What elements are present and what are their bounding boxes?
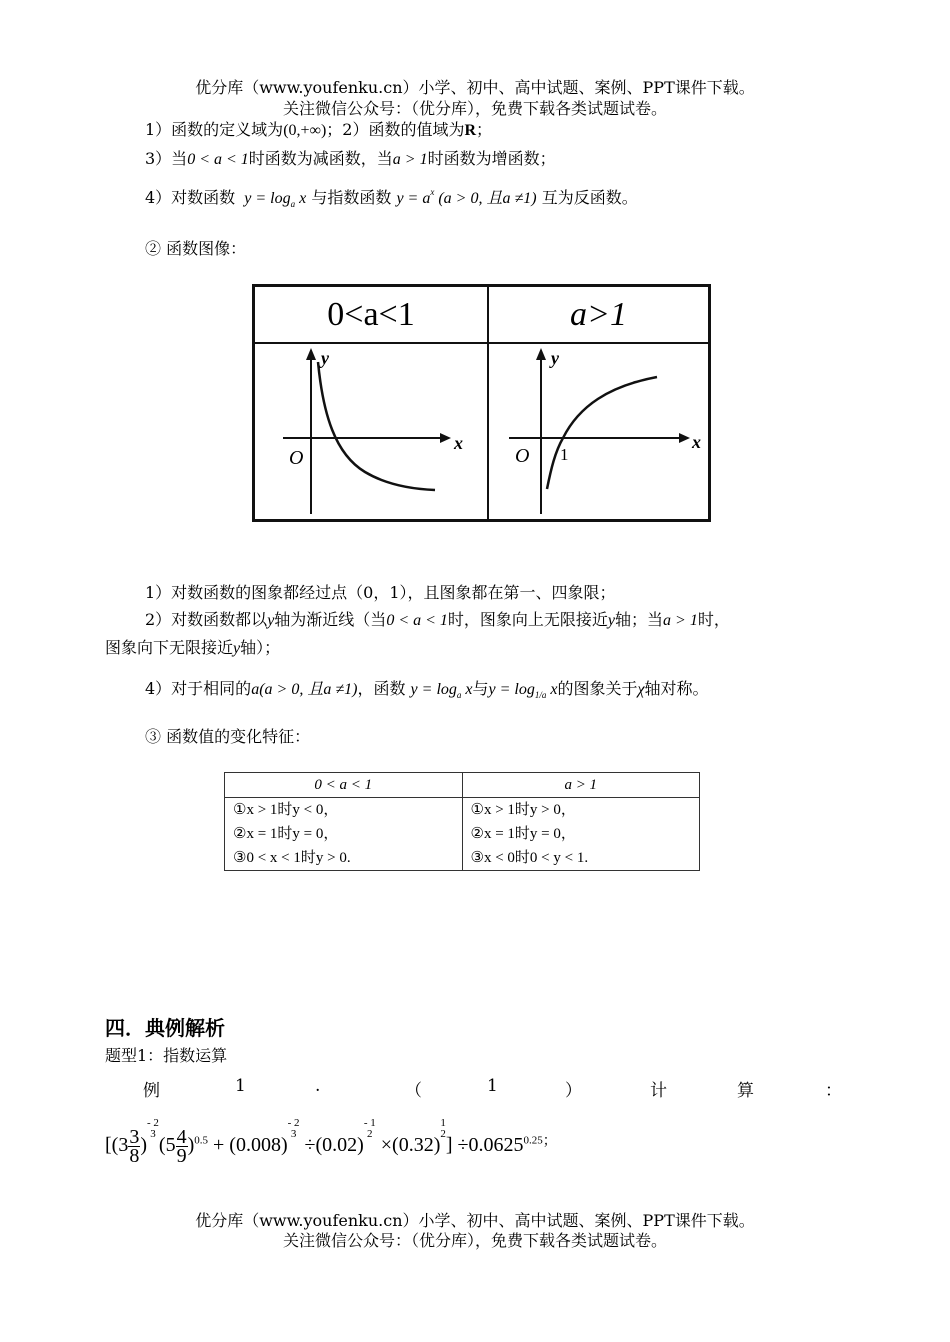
right-header: a>1 xyxy=(570,296,627,333)
formula-end: ； xyxy=(542,1134,557,1149)
log-text: y = log xyxy=(410,681,457,698)
graph-increasing xyxy=(489,344,708,519)
example-char: （ xyxy=(405,1081,422,1101)
col1-row: ①x > 1时y < 0， xyxy=(233,802,339,818)
denominator: 8 xyxy=(129,1144,140,1167)
col2-cell xyxy=(462,798,700,871)
example-char: 1 xyxy=(487,1076,498,1096)
x-axis-arrow xyxy=(440,433,451,443)
text: 与指数函数 xyxy=(311,188,392,207)
example-char: . xyxy=(315,1076,321,1096)
exp-den: 2 xyxy=(440,1128,446,1140)
note-2 xyxy=(145,608,730,633)
text: 时函数为减函数，当 xyxy=(248,149,393,168)
numerator: 4 xyxy=(176,1125,187,1148)
numerator: 3 xyxy=(129,1125,140,1148)
text: 轴）； xyxy=(240,638,281,657)
formula-part: ÷(0.02) xyxy=(299,1134,364,1156)
section-title: 四．典例解析 xyxy=(105,1016,225,1040)
formula-part: ×(0.32) xyxy=(375,1134,441,1156)
formula-part: + (0.008) xyxy=(208,1134,288,1156)
math-y: y xyxy=(233,640,241,657)
denominator: 9 xyxy=(176,1144,187,1167)
log-text: y = log xyxy=(488,681,535,698)
origin-label: O xyxy=(515,445,530,467)
log-arg: x xyxy=(546,681,558,698)
origin-label: O xyxy=(289,447,304,469)
log-base: a xyxy=(290,199,296,209)
col2-header: a > 1 xyxy=(462,773,700,798)
exp-num: 2 xyxy=(153,1117,159,1129)
formula-part: [(3 xyxy=(105,1134,129,1156)
exponent-neg-2-3 xyxy=(147,1118,159,1140)
y-axis-arrow xyxy=(306,348,316,360)
property-line-3 xyxy=(145,147,556,172)
domain-expression: (0,+∞) xyxy=(283,122,327,139)
text: 轴为渐近线（当 xyxy=(274,610,387,629)
text: 1）函数的定义域为 xyxy=(145,120,284,139)
exp-sign: - xyxy=(287,1117,292,1129)
col1-row: ③0 < x < 1时y > 0. xyxy=(233,850,351,866)
value-table-body xyxy=(225,798,700,871)
log-function xyxy=(244,190,306,207)
col1-row: ②x = 1时y = 0， xyxy=(233,826,339,842)
math-y: y xyxy=(607,612,616,629)
value-table xyxy=(224,772,700,871)
note-2-cont xyxy=(105,636,280,661)
log-a-function xyxy=(411,681,473,698)
y-label: y xyxy=(321,348,329,368)
text: 2）对数函数都以 xyxy=(145,610,268,629)
formula-part: ] ÷0.0625 xyxy=(445,1134,524,1156)
formula-part: (5 xyxy=(158,1134,176,1156)
exp-sign: - xyxy=(363,1117,368,1129)
exp-text: y = a xyxy=(396,190,431,207)
property-line-1 xyxy=(145,118,492,143)
exp-den: 3 xyxy=(150,1128,156,1140)
exponent: 0.5 xyxy=(194,1134,209,1147)
log-arg: x xyxy=(461,681,473,698)
text: 4）对数函数 xyxy=(145,188,236,207)
fraction-4-9 xyxy=(176,1125,188,1167)
range-symbol: R xyxy=(464,122,477,139)
note-4 xyxy=(145,677,709,707)
x-label: x xyxy=(454,433,463,453)
text: ，函数 xyxy=(357,679,406,698)
text: 互为反函数。 xyxy=(541,188,638,207)
col2-row: ①x > 1时y > 0， xyxy=(470,802,576,818)
col2-row: ②x = 1时y = 0， xyxy=(470,826,576,842)
condition-decreasing: 0 < a < 1 xyxy=(187,151,249,168)
graph-table xyxy=(252,284,711,522)
log-arg: x xyxy=(295,190,307,207)
question-type: 题型1：指数运算 xyxy=(105,1046,228,1065)
col2-row: ③x < 0时0 < y < 1. xyxy=(470,850,589,866)
text: 3）当 xyxy=(145,149,188,168)
decreasing-curve xyxy=(318,362,435,490)
example-formula: [(3 $\frac{3}{8}$ ) - 2 3 (5 $\frac{4}{9}$ )$^{0.5}$ + (0.008) - 2 3 ÷(0.02) - 1 2 ×(0.32) 1 2 ] $\div 0.0625^{0.25;}$ xyxy=(105,1117,557,1167)
exp-power: x xyxy=(430,187,435,197)
left-header: 0<a<1 xyxy=(327,296,415,333)
graph-section-label: ② 函数图像： xyxy=(145,239,247,258)
col1-header: 0 < a < 1 xyxy=(225,773,463,798)
text: 轴；当 xyxy=(615,610,664,629)
exponent-neg-1-2 xyxy=(364,1118,376,1140)
example-char: 1 xyxy=(235,1076,246,1096)
text: ； xyxy=(476,120,493,139)
value-table-header xyxy=(225,773,700,798)
header-line-1: 优分库（www.youfenku.cn）小学、初中、高中试题、案例、PPT课件下载。 xyxy=(195,78,755,97)
header-line-2: 关注微信公众号：（优分库），免费下载各类试题试卷。 xyxy=(282,99,667,118)
example-char: 算 xyxy=(737,1081,754,1101)
y-axis-arrow xyxy=(536,348,546,360)
condition-increasing: a > 1 xyxy=(392,151,428,168)
log-base: a xyxy=(456,690,462,700)
exp-function xyxy=(396,187,537,207)
note-1: 1）对数函数的图象都经过点（0，1），且图象都在第一、四象限； xyxy=(145,583,616,602)
example-char: ： xyxy=(825,1081,842,1101)
exp-num: 1 xyxy=(440,1117,446,1129)
math-condition: a(a > 0, 且a ≠1) xyxy=(251,681,358,698)
text: 轴对称。 xyxy=(644,679,709,698)
tick-one-label: 1 xyxy=(560,445,569,464)
math-condition: a > 1 xyxy=(663,612,698,629)
log-base: 1/a xyxy=(534,690,547,700)
math-y: y xyxy=(267,612,275,629)
math-x: χ xyxy=(637,681,645,698)
example-char: 例 xyxy=(143,1081,160,1101)
x-label: x xyxy=(692,432,701,452)
text: 与 xyxy=(472,679,489,698)
exponent-neg-2-3 xyxy=(288,1118,300,1140)
example-line xyxy=(105,1076,842,1102)
graph-decreasing xyxy=(255,344,487,519)
footer-line-2: 关注微信公众号：（优分库），免费下载各类试题试卷。 xyxy=(282,1231,667,1250)
text: 时，图象向上无限接近 xyxy=(447,610,608,629)
exp-sign: - xyxy=(147,1117,151,1129)
log-text: y = log xyxy=(244,190,291,207)
text: 4）对于相同的 xyxy=(145,679,252,698)
text: 时函数为增函数； xyxy=(427,149,556,168)
footer-line-1: 优分库（www.youfenku.cn）小学、初中、高中试题、案例、PPT课件下载。 xyxy=(195,1211,755,1230)
math-condition: 0 < a < 1 xyxy=(386,612,448,629)
y-label: y xyxy=(551,348,559,368)
exp-den: 2 xyxy=(367,1128,373,1140)
value-section-label: ③ 函数值的变化特征： xyxy=(145,727,311,746)
exp-condition: (a > 0, 且a ≠1) xyxy=(434,190,537,207)
example-char: 计 xyxy=(650,1081,667,1101)
text: 图象向下无限接近 xyxy=(105,638,234,657)
text: 的图象关于 xyxy=(557,679,638,698)
col1-cell xyxy=(225,798,463,871)
exp-den: 3 xyxy=(290,1128,297,1140)
exponent: 0.25 xyxy=(523,1134,543,1147)
x-axis-arrow xyxy=(679,433,690,443)
exp-num: 2 xyxy=(294,1117,300,1129)
example-char: ） xyxy=(565,1081,582,1101)
property-line-4 xyxy=(145,180,638,216)
exp-num: 1 xyxy=(370,1117,376,1129)
text: 时， xyxy=(697,610,730,629)
increasing-curve xyxy=(547,377,657,489)
log-inverse-function xyxy=(489,681,558,698)
text: ；2）函数的值域为 xyxy=(326,120,465,139)
fraction-3-8 xyxy=(128,1125,140,1167)
